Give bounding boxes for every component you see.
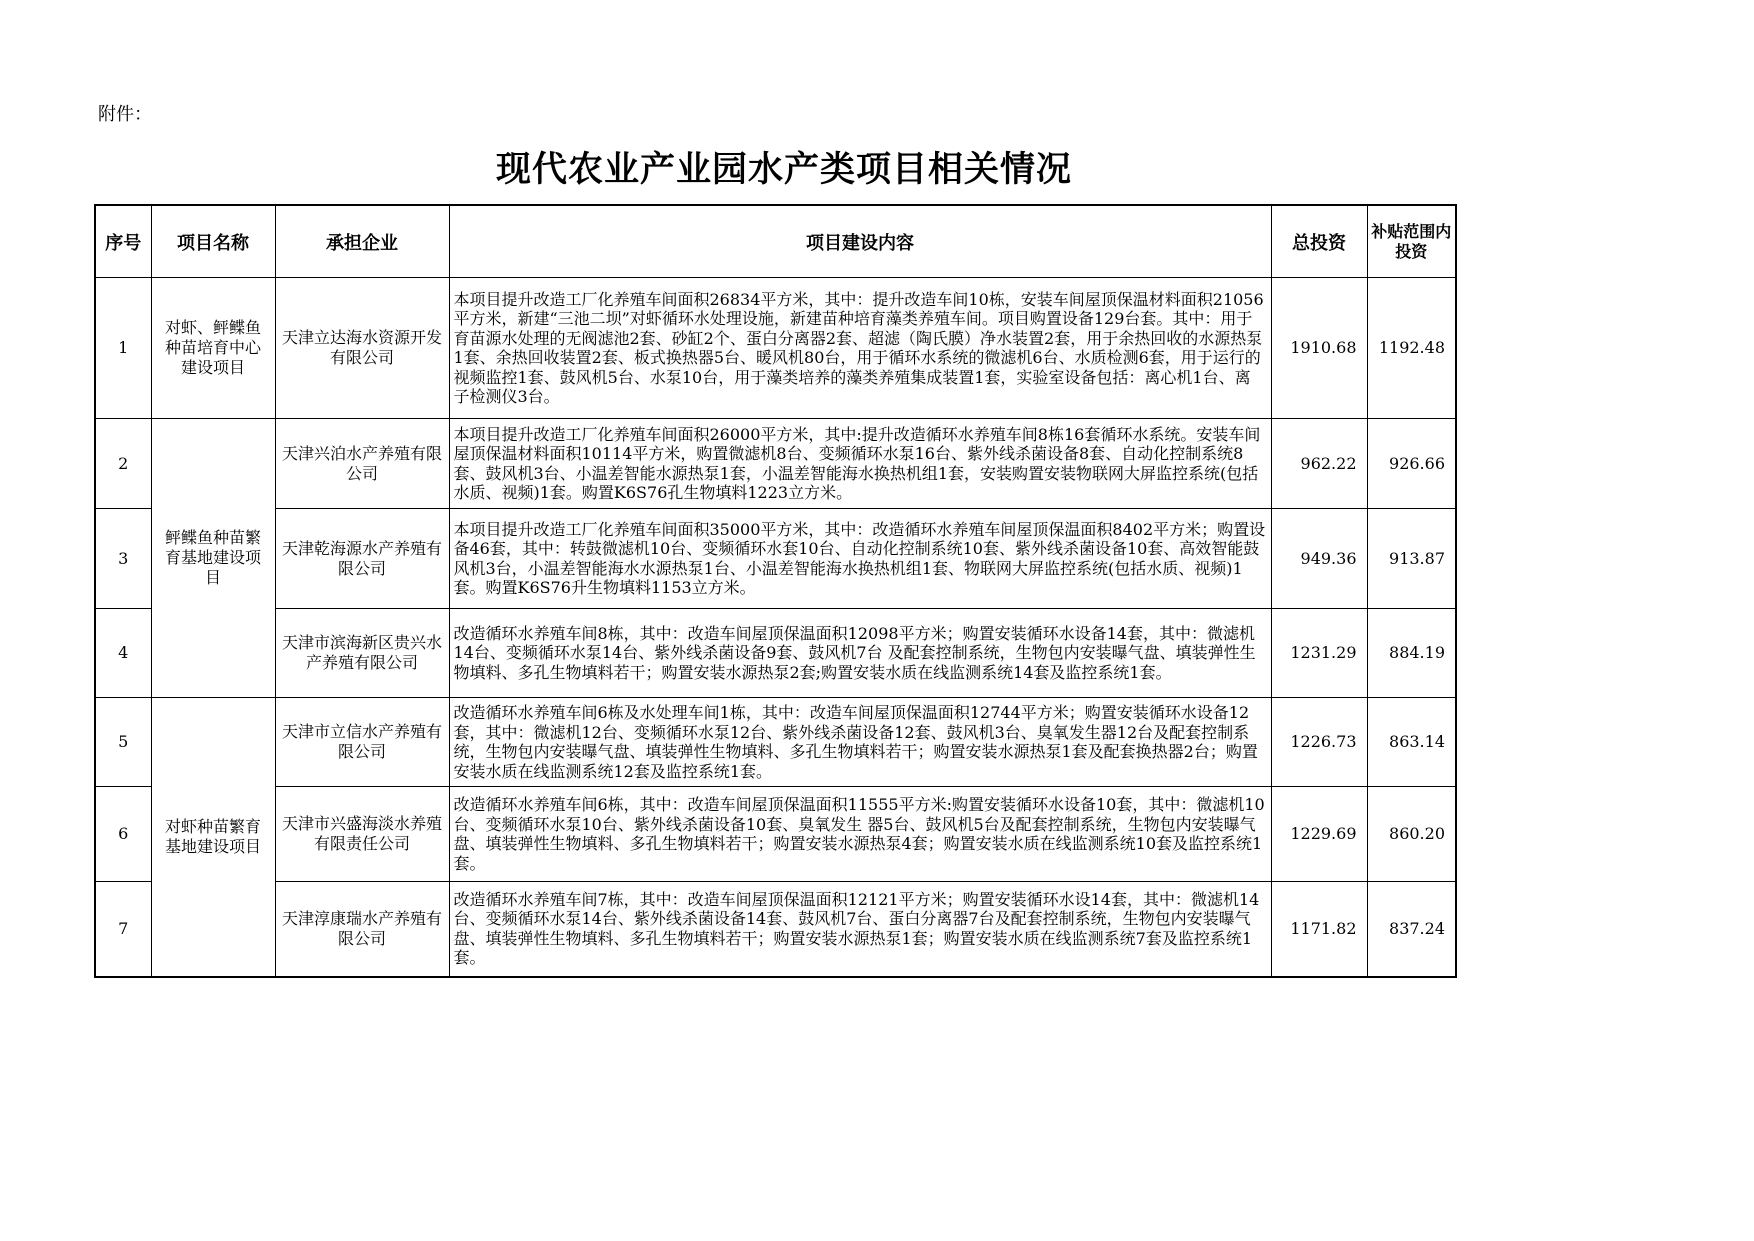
enterprise-cell: 天津立达海水资源开发有限公司 [275,278,449,419]
enterprise-cell: 天津淳康瑞水产养殖有限公司 [275,882,449,977]
total-investment-cell: 1171.82 [1271,882,1367,977]
table-row [95,882,1456,977]
subsidy-investment-cell: 837.24 [1367,882,1456,977]
row-seq: 2 [95,419,151,509]
table-row [95,609,1456,698]
document-title: 现代农业产业园水产类项目相关情况 [495,150,1072,190]
table-row [95,419,1456,509]
row-seq: 1 [95,278,151,419]
total-investment-cell: 1910.68 [1271,278,1367,419]
header-enterprise: 承担企业 [275,205,449,278]
table-row [95,787,1456,882]
project-name-cell: 鲆鲽鱼种苗繁育基地建设项目 [151,419,275,698]
header-content: 项目建设内容 [449,205,1271,278]
project-name-cell: 对虾、鲆鲽鱼种苗培育中心建设项目 [151,278,275,419]
enterprise-cell: 天津市兴盛海淡水养殖有限责任公司 [275,787,449,882]
table-row [95,278,1456,419]
table-header-row [95,205,1456,278]
subsidy-investment-cell: 863.14 [1367,698,1456,787]
enterprise-cell: 天津市滨海新区贵兴水产养殖有限公司 [275,609,449,698]
project-table [94,204,1457,978]
enterprise-cell: 天津兴泊水产养殖有限公司 [275,419,449,509]
subsidy-investment-cell: 926.66 [1367,419,1456,509]
content-cell: 本项目提升改造工厂化养殖车间面积35000平方米，其中：改造循环水养殖车间屋顶保温面积8402平方米；购置设备46套，其中：转鼓微滤机10台、变频循环水套10台、自动化控制系统10套、紫外线杀菌设备10套、高效智能鼓风机3台，小温差智能海水水源热泵1台、小温差智能海水换热机组1套、物联网大屏监控系统(包括水质、视频)1套。购置K6S76升生物填料1153立方米。 [449,509,1271,609]
subsidy-investment-cell: 860.20 [1367,787,1456,882]
row-seq: 5 [95,698,151,787]
total-investment-cell: 962.22 [1271,419,1367,509]
content-cell: 改造循环水养殖车间6栋及水处理车间1栋，其中：改造车间屋顶保温面积12744平方米；购置安装循环水设备12套，其中：微滤机12台、变频循环水泵12台、紫外线杀菌设备12套、鼓风机3台、臭氧发生器12台及配套控制系统，生物包内安装曝气盘、填装弹性生物填料、多孔生物填料若干；购置安装水源热泵1套及配套换热器2台；购置安装水质在线监测系统12套及监控系统1套。 [449,698,1271,787]
project-name-cell: 对虾种苗繁育基地建设项目 [151,698,275,977]
total-investment-cell: 1229.69 [1271,787,1367,882]
content-cell: 改造循环水养殖车间8栋，其中：改造车间屋顶保温面积12098平方米；购置安装循环水设备14套，其中：微滤机14台、变频循环水泵14台、紫外线杀菌设备9套、鼓风机7台 及配套控制系统，生物包内安装曝气盘、填装弹性生物填料、多孔生物填料若干；购置安装水源热泵2套;购置安装水质在线监测系统14套及监控系统1套。 [449,609,1271,698]
content-cell: 本项目提升改造工厂化养殖车间面积26000平方米，其中:提升改造循环水养殖车间8栋16套循环水系统。安装车间屋顶保温材料面积10114平方米，购置微滤机8台、变频循环水泵16台、紫外线杀菌设备8套、自动化控制系统8套、鼓风机3台、小温差智能水源热泵1套，小温差智能海水换热机组1套，安装购置安装物联网大屏监控系统(包括水质、视频)1套。购置K6S76孔生物填料1223立方米。 [449,419,1271,509]
content-cell: 改造循环水养殖车间7栋，其中：改造车间屋顶保温面积12121平方米；购置安装循环水设14套，其中：微滤机14台、变频循环水泵14台、紫外线杀菌设备14套、鼓风机7台、蛋白分离器7台及配套控制系统，生物包内安装曝气盘、填装弹性生物填料、多孔生物填料若干；购置安装水源热泵1套；购置安装水质在线监测系统7套及监控系统1套。 [449,882,1271,977]
header-subsidy-investment: 补贴范围内投资 [1367,205,1456,278]
total-investment-cell: 949.36 [1271,509,1367,609]
enterprise-cell: 天津乾海源水产养殖有限公司 [275,509,449,609]
table-row [95,698,1456,787]
total-investment-cell: 1231.29 [1271,609,1367,698]
header-seq: 序号 [95,205,151,278]
enterprise-cell: 天津市立信水产养殖有限公司 [275,698,449,787]
header-project-name: 项目名称 [151,205,275,278]
subsidy-investment-cell: 913.87 [1367,509,1456,609]
content-cell: 改造循环水养殖车间6栋，其中：改造车间屋顶保温面积11555平方米:购置安装循环水设备10套，其中：微滤机10台、变频循环水泵10台、紫外线杀菌设备10套、臭氧发生 器5台、鼓风机5台及配套控制系统，生物包内安装曝气盘、填装弹性生物填料、多孔生物填料若干；购置安装水源热泵4套；购置安装水质在线监测系统10套及监控系统1套。 [449,787,1271,882]
subsidy-investment-cell: 1192.48 [1367,278,1456,419]
row-seq: 4 [95,609,151,698]
attachment-label: 附件： [98,104,152,125]
table-row [95,509,1456,609]
row-seq: 6 [95,787,151,882]
subsidy-investment-cell: 884.19 [1367,609,1456,698]
total-investment-cell: 1226.73 [1271,698,1367,787]
row-seq: 3 [95,509,151,609]
row-seq: 7 [95,882,151,977]
content-cell: 本项目提升改造工厂化养殖车间面积26834平方米，其中：提升改造车间10栋，安装车间屋顶保温材料面积21056平方米，新建“三池二坝”对虾循环水处理设施，新建苗种培育藻类养殖车间。项目购置设备129台套。其中：用于育苗源水处理的无阀滤池2套、砂缸2个、蛋白分离器2套、超滤（陶氏膜）净水装置2套，用于余热回收的水源热泵1套、余热回收装置2套、板式换热器5台、暖风机80台，用于循环水系统的微滤机6台、水质检测6套，用于运行的视频监控1套、鼓风机5台、水泵10台，用于藻类培养的藻类养殖集成装置1套，实验室设备包括：离心机1台、离子检测仪3台。 [449,278,1271,419]
header-total-investment: 总投资 [1271,205,1367,278]
